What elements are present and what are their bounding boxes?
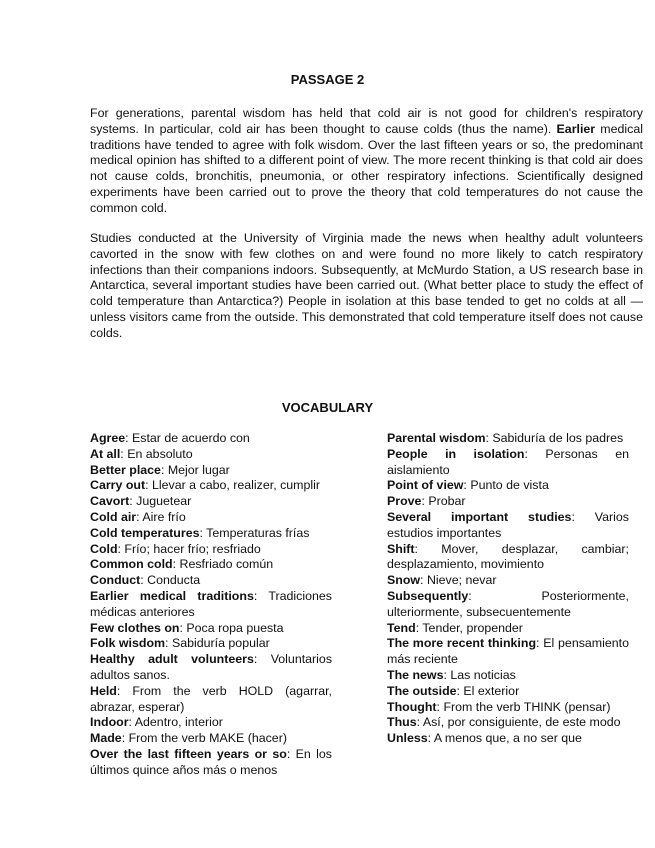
term-separator: :: [125, 431, 133, 445]
vocabulary-term: Point of view: [387, 478, 464, 493]
bold-text: Earlier: [556, 121, 596, 136]
vocabulary-entry: [90, 715, 332, 731]
vocabulary-left-column: [90, 431, 332, 779]
vocabulary-term: Indoor: [90, 715, 129, 730]
vocabulary-definition: Punto de vista: [470, 478, 549, 493]
vocabulary-entry: [90, 431, 332, 447]
vocabulary-definition: Las noticias: [450, 667, 516, 682]
vocabulary-term: Made: [90, 731, 122, 746]
vocabulary-entry: [90, 542, 332, 558]
vocabulary-definition: From the verb MAKE (hacer): [128, 731, 287, 746]
vocabulary-definition: Mover, desplazar, cambiar; desplazamiento, movimiento: [387, 541, 629, 572]
vocabulary-definition: Llevar a cabo, realizer, cumplir: [151, 478, 321, 493]
vocabulary-term: Healthy adult volunteers: [90, 652, 254, 667]
vocabulary-definition: En los últimos quince años más o menos: [90, 746, 333, 777]
term-separator: :: [117, 541, 125, 556]
vocabulary-definition: Personas en aislamiento: [387, 446, 629, 477]
vocabulary-term: Held: [90, 683, 117, 698]
vocabulary-definition: Nieve; nevar: [426, 573, 497, 588]
vocabulary-entry: [387, 447, 629, 479]
vocabulary-definition: From the verb HOLD (agarrar, abrazar, esperar): [90, 683, 332, 714]
term-separator: :: [436, 699, 444, 714]
term-separator: :: [427, 731, 434, 746]
vocabulary-entry: [90, 636, 332, 652]
vocabulary-definition: Varios estudios importantes: [387, 509, 629, 540]
vocabulary-term: Conduct: [90, 573, 141, 588]
vocabulary-term: The more recent thinking: [387, 636, 537, 651]
term-separator: :: [120, 446, 128, 461]
vocabulary-definition: Estar de acuerdo con: [132, 431, 250, 445]
vocabulary-entry: [90, 557, 332, 573]
vocabulary-entry: [387, 589, 629, 621]
vocabulary-entry: [90, 478, 332, 494]
vocabulary-term: Several important studies: [387, 509, 572, 524]
vocabulary-entry: [387, 510, 629, 542]
vocabulary-definition: Poca ropa puesta: [186, 620, 284, 635]
term-separator: :: [172, 557, 180, 572]
vocabulary-definition: Adentro, interior: [134, 715, 223, 730]
vocabulary-entry: [90, 463, 332, 479]
vocabulary-entry: [387, 636, 629, 668]
paragraph-text: medical traditions have tended to agree with folk wisdom. Over the last fifteen years or so, the predominant medical opinion has shifted to a different point of view. The more recent thinking is that cold air does not cause colds, bronchitis, pneumonia, or other respiratory infections. Scientifically designed experiments have been carried out to prove the theory that cold temperatures do not cause the common cold.: [90, 121, 644, 215]
term-separator: :: [456, 683, 464, 698]
vocabulary-definition: Posteriormente, ulteriormente, subsecuentemente: [387, 588, 629, 619]
term-separator: :: [121, 731, 129, 746]
vocabulary-term: Carry out: [90, 478, 146, 493]
vocabulary-entry: [90, 447, 332, 463]
vocabulary-entry: [387, 494, 629, 510]
vocabulary-term: People in isolation: [387, 446, 525, 461]
vocabulary-entry: [90, 652, 332, 684]
vocabulary-right-column: [387, 431, 629, 747]
vocabulary-term: Cavort: [90, 494, 130, 509]
passage-title: PASSAGE 2: [290, 72, 365, 87]
vocabulary-definition: Tender, propender: [422, 620, 523, 635]
term-separator: :: [571, 509, 595, 524]
term-separator: :: [443, 667, 451, 682]
vocabulary-entry: [387, 573, 629, 589]
vocabulary-entry: [387, 478, 629, 494]
vocabulary-term: Over the last fifteen years or so: [90, 746, 287, 761]
vocabulary-definition: Aire frío: [142, 509, 186, 524]
vocabulary-term: Few clothes on: [90, 620, 180, 635]
vocabulary-entry: [90, 747, 332, 779]
vocabulary-entry: [387, 715, 629, 731]
term-separator: :: [253, 588, 269, 603]
vocabulary-definition: Juguetear: [136, 494, 192, 509]
vocabulary-term: Subsequently: [387, 588, 469, 603]
passage-paragraph-2: Studies conducted at the University of Virginia made the news when healthy adult volunteers cavorted in the snow with few clothes on and were found no more likely to catch respiratory infections than their companions indoors. Subsequently, at McMurdo Station, a US research base in Antarctica, several important studies have been carried out. (What better place to study the effect of cold temperature than Antarctica?) People in isolation at this base tended to get no colds at all — unless visitors came from the outside. This demonstrated that cold temperature itself does not cause colds.: [90, 231, 643, 340]
vocabulary-term: Snow: [387, 573, 421, 588]
vocabulary-term: Thus: [387, 715, 417, 730]
vocabulary-term: Better place: [90, 462, 161, 477]
vocabulary-term: At all: [90, 446, 121, 461]
vocabulary-term: Cold air: [90, 509, 137, 524]
term-separator: :: [415, 620, 423, 635]
term-separator: :: [160, 462, 168, 477]
vocabulary-entry: [90, 731, 332, 747]
vocabulary-definition: From the verb THINK (pensar): [443, 699, 611, 714]
term-separator: :: [485, 431, 493, 445]
vocabulary-term: Agree: [90, 431, 126, 445]
vocabulary-entry: [387, 621, 629, 637]
vocabulary-definition: El pensamiento más reciente: [387, 636, 629, 667]
vocabulary-entry: [387, 431, 629, 447]
term-separator: :: [129, 494, 137, 509]
vocabulary-entry: [90, 526, 332, 542]
term-separator: :: [416, 715, 423, 730]
vocabulary-term: The news: [387, 667, 444, 682]
vocabulary-term: Parental wisdom: [387, 431, 486, 445]
vocabulary-entry: [387, 668, 629, 684]
passage-paragraph-1: [90, 106, 643, 217]
term-separator: :: [179, 620, 187, 635]
vocabulary-definition: Voluntarios adultos sanos.: [90, 652, 333, 682]
vocabulary-term: The outside: [387, 683, 457, 698]
term-separator: :: [524, 446, 546, 461]
vocabulary-title: VOCABULARY: [281, 400, 374, 415]
vocabulary-term: Prove: [387, 494, 422, 509]
vocabulary-definition: En absoluto: [127, 446, 193, 461]
term-separator: :: [421, 494, 429, 509]
vocabulary-term: Cold temperatures: [90, 525, 200, 540]
vocabulary-term: Common cold: [90, 557, 173, 572]
vocabulary-entry: [90, 684, 332, 716]
vocabulary-term: Thought: [387, 699, 437, 714]
term-separator: :: [468, 588, 542, 603]
paragraph-text: For generations, parental wisdom has held that cold air is not good for children's respiratory systems. In particular, cold air has been thought to cause colds (thus the name).: [90, 106, 643, 136]
vocabulary-definition: Tradiciones médicas anteriores: [90, 588, 332, 619]
vocabulary-definition: Así, por consiguiente, de este modo: [422, 715, 621, 730]
vocabulary-definition: A menos que, a no ser que: [433, 731, 582, 746]
vocabulary-definition: Resfriado común: [179, 557, 274, 572]
term-separator: :: [128, 715, 135, 730]
term-separator: :: [140, 573, 148, 588]
term-separator: :: [165, 636, 172, 651]
vocabulary-entry: [90, 494, 332, 510]
vocabulary-term: Unless: [387, 731, 428, 746]
vocabulary-definition: Probar: [428, 494, 466, 509]
vocabulary-entry: [90, 510, 332, 526]
term-separator: :: [199, 525, 207, 540]
vocabulary-definition: Temperaturas frías: [206, 525, 310, 540]
vocabulary-entry: [90, 573, 332, 589]
term-separator: :: [536, 636, 544, 651]
vocabulary-term: Folk wisdom: [90, 636, 166, 651]
term-separator: :: [463, 478, 471, 493]
vocabulary-definition: El exterior: [463, 683, 520, 698]
term-separator: :: [286, 746, 296, 761]
vocabulary-entry: [90, 621, 332, 637]
vocabulary-definition: Conducta: [147, 573, 201, 588]
term-separator: :: [136, 509, 143, 524]
vocabulary-term: Tend: [387, 620, 416, 635]
term-separator: :: [414, 541, 442, 556]
vocabulary-term: Earlier medical traditions: [90, 588, 254, 603]
term-separator: :: [253, 652, 271, 667]
vocabulary-entry: [90, 589, 332, 621]
vocabulary-entry: [387, 542, 629, 574]
term-separator: :: [145, 478, 152, 493]
term-separator: :: [420, 573, 427, 588]
vocabulary-definition: Frío; hacer frío; resfriado: [124, 541, 261, 556]
term-separator: :: [116, 683, 133, 698]
vocabulary-definition: Mejor lugar: [167, 462, 230, 477]
vocabulary-entry: [387, 684, 629, 700]
vocabulary-definition: Sabiduría de los padres: [492, 431, 624, 445]
vocabulary-term: Shift: [387, 541, 415, 556]
vocabulary-entry: [387, 700, 629, 716]
vocabulary-term: Cold: [90, 541, 118, 556]
vocabulary-definition: Sabiduría popular: [171, 636, 270, 651]
vocabulary-entry: [387, 731, 629, 747]
